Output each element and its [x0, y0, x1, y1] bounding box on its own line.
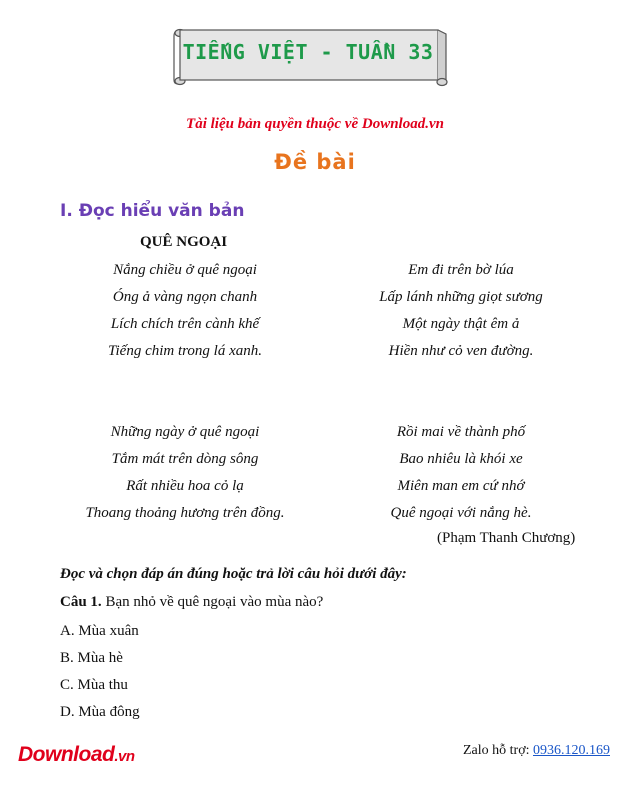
poem-line: Rồi mai về thành phố [396, 424, 526, 440]
answer-option-c: C. Mùa thu [60, 677, 128, 693]
poem-line: Tiếng chim trong lá xanh. [107, 343, 263, 359]
instruction-text: Đọc và chọn đáp án đúng hoặc trả lời câu hỏi dưới đây: [60, 566, 407, 582]
poem-line: Thoang thoảng hương trên đồng. [85, 505, 285, 521]
logo-main: Download [18, 743, 115, 766]
title-banner [172, 26, 454, 88]
copyright-notice: Tài liệu bản quyền thuộc về Download.vn [186, 116, 444, 132]
answer-option-d: D. Mùa đông [60, 704, 140, 720]
question-text: Bạn nhỏ về quê ngoại vào mùa nào? [101, 594, 324, 610]
poem-line [70, 392, 300, 419]
answer-option-a: A. Mùa xuân [60, 623, 139, 639]
poem-line: Em đi trên bờ lúa [408, 262, 514, 278]
banner-title: TIẾNG VIỆT - TUẦN 33 [182, 40, 434, 64]
poem-left-column [70, 257, 300, 527]
poem-line: Lấp lánh những giọt sương [379, 289, 543, 305]
section-title: I. Đọc hiểu văn bản [60, 201, 245, 221]
answer-options [60, 618, 140, 726]
poem-line: Một ngày thật êm ả [402, 316, 520, 332]
poem-line: Quê ngoại với nắng hè. [390, 505, 532, 521]
page-heading: Đề bài [274, 150, 356, 174]
download-logo[interactable] [18, 743, 135, 767]
poem-line: Rất nhiều hoa cỏ lạ [126, 478, 244, 494]
poem-line [346, 365, 576, 392]
poem-line [70, 365, 300, 392]
poem-title: QUÊ NGOẠI [140, 234, 228, 250]
poem-line: Nắng chiều ở quê ngoại [113, 262, 257, 278]
poem-line: Tắm mát trên dòng sông [111, 451, 259, 467]
zalo-phone-link[interactable]: 0936.120.169 [533, 743, 610, 758]
poem-author: (Phạm Thanh Chương) [437, 530, 576, 546]
question-label: Câu 1. [60, 594, 102, 610]
poem-line: Lích chích trên cành khế [110, 316, 260, 332]
zalo-support [463, 743, 610, 759]
zalo-label: Zalo hỗ trợ: [463, 743, 533, 758]
poem-line: Miên man em cứ nhớ [397, 478, 525, 494]
poem-line: Bao nhiêu là khói xe [399, 451, 523, 467]
answer-option-b: B. Mùa hè [60, 650, 123, 666]
question-1 [60, 594, 323, 611]
poem-line: Những ngày ở quê ngoại [110, 424, 260, 440]
poem-right-column [346, 257, 576, 527]
logo-suffix: .vn [114, 748, 135, 765]
poem-line: Hiền như cỏ ven đường. [388, 343, 534, 359]
poem-line [346, 392, 576, 419]
poem-line: Óng ả vàng ngọn chanh [112, 289, 258, 305]
